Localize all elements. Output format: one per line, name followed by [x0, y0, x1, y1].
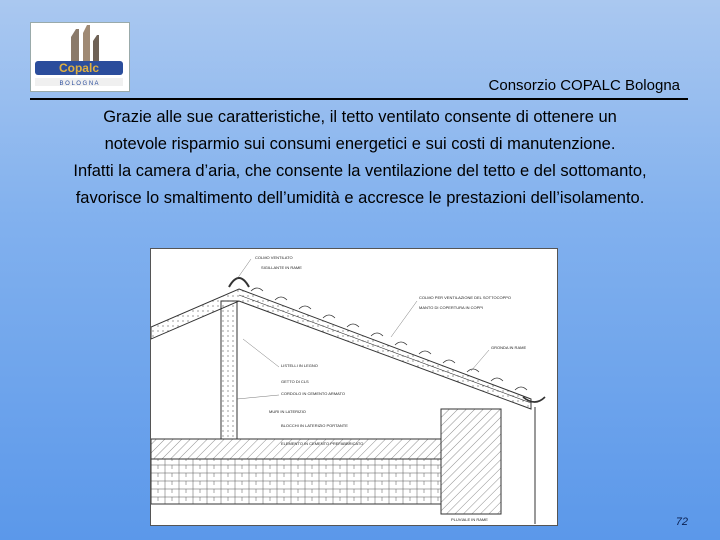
label-blocchi: BLOCCHI IN LATERIZIO PORTANTE	[281, 423, 348, 428]
logo-text: Copalc	[58, 61, 100, 75]
page-number: 72	[675, 516, 688, 528]
hollow-block-floor	[151, 459, 441, 504]
organization-name: Consorzio COPALC Bologna	[488, 77, 680, 94]
header-divider	[30, 98, 688, 100]
ridge-cap	[229, 278, 249, 287]
roof-section-drawing	[150, 248, 558, 526]
label-pluviale: PLUVIALE IN RAME	[451, 517, 488, 522]
label-manto: MANTO DI COPERTURA IN COPPI	[419, 305, 484, 310]
body-line: Grazie alle sue caratteristiche, il tetto ventilato consente di ottenere un	[103, 108, 617, 126]
copalc-logo	[30, 22, 130, 92]
body-line: Infatti la camera d’aria, che consente la ventilazione del tetto e del sottomanto,	[73, 162, 647, 180]
ridge-support	[221, 301, 237, 439]
label-colmo-ventilazione: COLMO PER VENTILAZIONE DEL SOTTOCOPPO	[419, 295, 512, 300]
label-muri: MURI IN LATERIZIO	[269, 409, 306, 414]
body-paragraph	[10, 104, 710, 212]
label-colmo: COLMO VENTILATO	[255, 255, 293, 260]
label-gronda: GRONDA IN RAME	[491, 345, 527, 350]
label-sigillante: SIGILLANTE IN RAME	[261, 265, 302, 270]
label-listelli: LISTELLI IN LEGNO	[281, 363, 318, 368]
label-cordolo: CORDOLO IN CEMENTO ARMATO	[281, 391, 346, 396]
label-elemento: ELEMENTO IN CEMENTO PREFABBRICATO	[281, 441, 364, 446]
body-line: notevole risparmio sui consumi energetici e sui costi di manutenzione.	[104, 135, 616, 153]
roof-tiles	[251, 288, 527, 390]
body-line: favorisce lo smaltimento dell’umidità e accresce le prestazioni dell’isolamento.	[75, 189, 645, 207]
label-getto: GETTO DI CLS	[281, 379, 309, 384]
logo-subtext: B O L O G N A	[59, 81, 99, 87]
wall-section	[441, 409, 501, 514]
